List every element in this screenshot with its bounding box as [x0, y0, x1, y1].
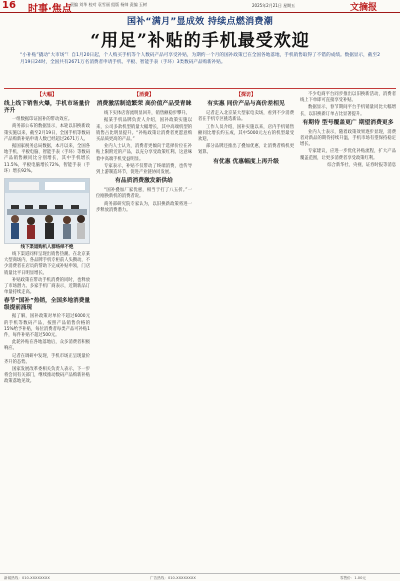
paragraph: 据了解，国补政策对单价不超过6000元的手机等数码产品，按照产品销售价格的15%给予补贴，每位消费者每类产品可补贴1件，每件补贴不超过500元。: [4, 314, 90, 339]
paragraph: “国补叠加厂家优惠，相当于打了八五折。”一位刚换新机的消费者说。: [96, 188, 192, 200]
right-column: [198, 92, 396, 169]
page-header: [0, 0, 400, 13]
footer-news-hotline: 新闻热线：010-XXXXXXXX: [4, 576, 50, 580]
store-photo-illustration: [5, 179, 89, 243]
paragraph: 记者走入北京某大型家电卖场，看到不少消费者在手机专区挑选新品。: [198, 111, 294, 123]
lead-paragraph: “小补贴”撬动“大市场”！自1月20日起，个人购买手机等个人数码产品可享受补贴，为期约一个月的国补政策已在全国各地落地，手机销售取得了不错的成绩。数据显示，截至2月19日24时，全国共有2671万名消费者申请手机、平板、智能手表（手环）3类数码产品购新补贴。: [20, 53, 380, 65]
right-subheading-1: 有实惠 同价产品与高价差相见: [207, 101, 285, 108]
editor-credits: 责编 刘华 校对 袁雪丽 组版 杨帅 责编 玉树: [70, 2, 147, 7]
page-number: 16: [2, 0, 16, 11]
paragraph: 商务部研究院专家认为，以旧换新政策将进一步释放消费潜力。: [96, 201, 192, 213]
section-title: 时事·焦点: [28, 4, 72, 15]
paragraph: 一组数据印证国补的带动效应。: [12, 117, 73, 123]
paragraph: 此轮补贴在各地落地后，众多消费者积极响应。: [4, 340, 90, 352]
paragraph: 据某手机品牌负责人介绍，国补政策实施以来，公司多款机型销量大幅增长，其中高端机型的销售占比明显提升。“补贴政策让消费者更愿意购买品质更高的产品。”: [96, 118, 192, 143]
left-column-tag: 【大幅】: [36, 92, 57, 98]
right-subheading-3: 有期待 型号覆盖更广 期望消费更多: [302, 119, 394, 126]
paragraph: 补贴政策在带动手机消费的同时，也释放了市场潜力。多家手机厂商表示，近期新品订单量持续走高。: [4, 277, 90, 296]
middle-subheading-1: 消费激活制造繁荣 高价值产品受青睐: [96, 101, 192, 108]
masthead-logo: 文摘报: [350, 3, 378, 13]
paragraph: 记者在调研中发现，手机市场正呈现量价齐升的态势。: [4, 353, 90, 365]
left-column-continued: [4, 252, 90, 387]
paragraph: 数据显示，春节期间平台手机销量同比大幅增长，以旧换新订单占比显著提升。: [300, 105, 396, 117]
middle-subheading-2: 有品质消费激发新供给: [115, 178, 173, 185]
left-subheading-2: 春节“国补”热销，全国多地消费量级提前涌现: [4, 298, 90, 312]
paragraph: 商务部公布的数据显示，本轮以旧换新政策实施以来，截至2月19日，全国手机等数码产品购新补贴申请人数已经超过2671万人。: [4, 124, 90, 142]
middle-column-tag: 【消费】: [133, 92, 154, 98]
paragraph: 线下渠道同样呈现出销售热潮。在北京某大型商场内，各品牌手机专柜前人头攒动，不少消费者在店员的帮助下完成补贴申领，门店销量比平日明显增长。: [4, 252, 90, 276]
paragraph: 部分品牌还推出了叠加优惠，让消费者购机更划算。: [198, 144, 294, 156]
left-subheading-1: 线上线下销售火爆，手机市场量价齐升: [4, 101, 90, 115]
byline: 综合新华社、央视、证券时报等消息: [327, 162, 396, 168]
section-divider: [4, 88, 396, 89]
paragraph: 业内人士认为，消费者更倾向于选择价位在补贴上限附近的产品，以充分享受政策红利。这意味着中高端手机受益明显。: [96, 144, 192, 162]
middle-column: [96, 92, 192, 215]
footer-ad-hotline: 广告热线：010-XXXXXXXX: [150, 576, 196, 580]
paragraph: 据国家税务总局数据，本月以来，全国各地手机、平板电脑、智能手表（手环）等数码产品销售额同比分别增长，其中手机增长11.5%，平板电脑增长72%，智能手表（手环）增长92%。: [4, 144, 90, 174]
left-column: [4, 92, 90, 176]
page-footer: [0, 573, 400, 581]
paragraph: 线下实体店客流明显回升，销售额稳步攀升。: [104, 111, 190, 117]
paragraph: 不少电商平台同步推出以旧换新活动，消费者线上下单即可直接享受补贴。: [300, 92, 396, 104]
photo-caption: 线下渠道购机人群络绎不绝: [20, 245, 74, 250]
news-photo: [4, 178, 90, 244]
kicker-headline: 国补“满月”显成效 持续点燃消费潮: [126, 17, 274, 27]
paragraph: 国家发展改革委相关负责人表示，下一步将会同有关部门，继续推动数码产品购新补贴政策落地见效。: [4, 367, 90, 385]
paragraph: 业内人士表示，随着政策效果逐步显现，消费者对新品的期待持续升温，手机市场有望保持稳定增长。: [300, 129, 396, 148]
paragraph: 专家表示，补贴不仅带动了终端消费，也传导到上游制造环节，促进产业链协同发展。: [96, 163, 192, 176]
paragraph: 工作人员介绍，国补实施以来，店内手机销售额同比增长约五成，其中5000元左右的机型最受欢迎。: [198, 124, 294, 143]
right-subheading-2: 有优惠 优惠幅度上再升级: [213, 158, 279, 165]
footer-price: 零售价：1.00元: [340, 576, 366, 580]
right-column-tag: 【探访】: [235, 92, 256, 98]
main-headline: “用足”补贴的手机最受欢迎: [90, 31, 310, 51]
issue-date: 2025年2月21日 星期五: [252, 3, 296, 8]
paragraph: 专家建议，应进一步优化补贴流程，扩大产品覆盖范围，让更多消费者享受政策红利。: [300, 149, 396, 161]
